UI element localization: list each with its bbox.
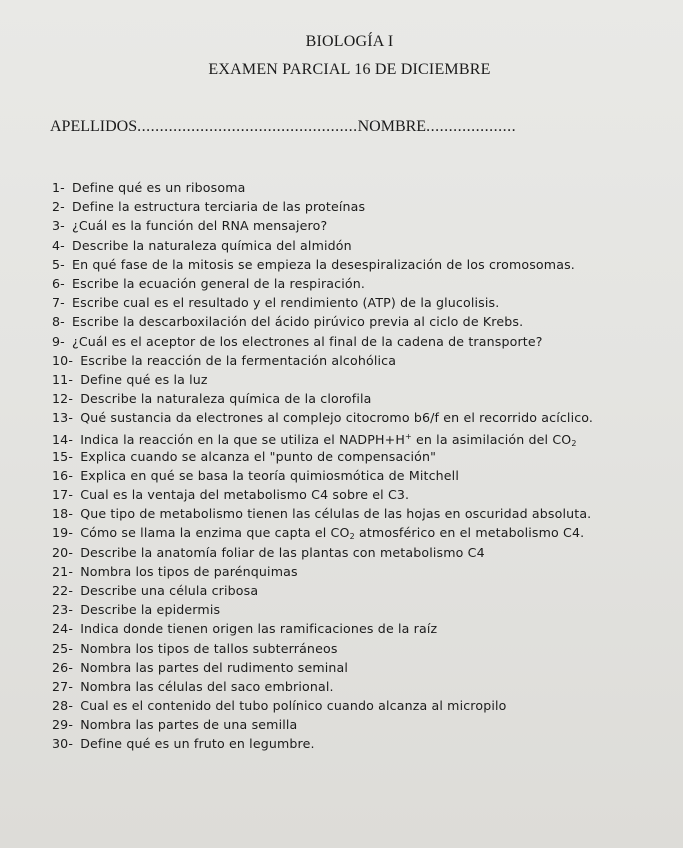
question-6 [52,274,662,293]
question-number: 10- [52,352,74,368]
question-13 [52,408,662,427]
question-11 [52,370,662,389]
question-number: 11- [52,371,74,387]
question-text: Nombra las partes del rudimento seminal [80,659,349,675]
question-text: Nombra los tipos de tallos subterráneos [80,640,338,656]
question-text-part: atmosférico en el metabolismo C4. [354,525,585,541]
question-text: Que tipo de metabolismo tienen las células de las hojas en oscuridad absoluta. [80,506,592,522]
question-5 [52,255,662,274]
question-number: 4- [52,237,65,253]
question-25 [52,639,662,658]
question-number: 18- [52,506,74,522]
question-text: Cual es la ventaja del metabolismo C4 sobre el C3. [80,487,410,502]
question-text-part: Cómo se llama la enzima que capta el CO [80,525,350,541]
student-info-line [50,118,620,136]
question-28 [52,696,662,715]
question-20 [52,543,662,562]
question-text: Nombra las células del saco embrional. [80,678,334,694]
question-3 [52,216,662,235]
question-text: Define qué es un ribosoma [72,180,246,195]
question-text: Escribe la reacción de la fermentación alcohólica [80,352,397,368]
question-number: 9- [52,333,65,349]
question-number: 19- [52,525,74,541]
surname-label: APELLIDOS [50,118,138,135]
question-number: 20- [52,544,74,560]
subscript: 2 [571,439,577,449]
question-text: Explica cuando se alcanza el "punto de compensación" [80,448,437,464]
question-29 [52,715,662,734]
question-text: Describe la anatomía foliar de las plantas con metabolismo C4 [80,544,485,560]
question-text-part: en la asimilación del CO [411,432,572,448]
question-number: 14- [52,432,74,448]
question-19 [52,523,662,542]
question-number: 30- [52,736,74,752]
question-7 [52,293,662,312]
question-27 [52,677,662,696]
question-list [52,178,662,754]
question-text: Describe la naturaleza química de la clorofila [80,391,372,407]
question-15 [52,447,662,466]
question-number: 8- [52,314,65,330]
question-text: Escribe la ecuación general de la respiración. [72,275,366,291]
question-30 [52,734,662,753]
question-text: Define la estructura terciaria de las proteínas [72,199,366,215]
question-number: 7- [52,295,65,311]
question-number: 28- [52,698,74,714]
question-text: Describe la naturaleza química del almidón [72,237,352,253]
question-2 [52,197,662,216]
name-blank[interactable]: .................... [426,118,517,135]
question-18 [52,504,662,523]
question-text: Escribe cual es el resultado y el rendimiento (ATP) de la glucolisis. [72,295,500,311]
question-number: 22- [52,582,74,598]
question-text: Describe la epidermis [80,602,221,618]
question-text: Define qué es la luz [80,371,208,387]
question-text: Indica donde tienen origen las ramificaciones de la raíz [80,621,438,637]
question-text: Define qué es un fruto en legumbre. [80,736,315,752]
question-number: 17- [52,487,74,502]
exam-title: BIOLOGÍA I [305,33,394,50]
question-16 [52,466,662,485]
question-8 [52,312,662,331]
name-label: NOMBRE [357,118,427,135]
question-4 [52,236,662,255]
question-text: Describe una célula cribosa [80,582,259,598]
question-24 [52,619,662,638]
question-number: 29- [52,717,74,733]
question-1 [52,178,662,197]
question-10 [52,351,662,370]
question-26 [52,658,662,677]
question-number: 12- [52,391,74,407]
question-number: 3- [52,218,65,234]
surname-blank[interactable]: ................................................. [137,118,358,135]
question-text: Cual es el contenido del tubo polínico cuando alcanza al micropilo [80,698,507,714]
question-text [80,432,576,447]
question-text: Escribe la descarboxilación del ácido pirúvico previa al ciclo de Krebs. [72,314,524,330]
question-14 [52,427,662,449]
question-number: 1- [52,180,65,195]
question-22 [52,581,662,600]
question-number: 25- [52,640,74,656]
question-text: Nombra las partes de una semilla [80,717,298,733]
question-text: ¿Cuál es la función del RNA mensajero? [72,218,328,234]
subscript: 2 [349,532,355,542]
question-text: Nombra los tipos de parénquimas [80,563,298,579]
question-number: 5- [52,256,65,272]
question-17 [52,485,662,504]
question-text: Qué sustancia da electrones al complejo citocromo b6/f en el recorrido acíclico. [80,410,594,426]
question-23 [52,600,662,619]
question-text [80,525,584,540]
question-number: 13- [52,410,74,426]
question-text: Explica en qué se basa la teoría quimiosmótica de Mitchell [80,467,459,483]
question-21 [52,562,662,581]
question-number: 6- [52,275,65,291]
question-number: 2- [52,199,65,215]
question-number: 23- [52,602,74,618]
question-text-part: Indica la reacción en la que se utiliza el NADPH+H [80,432,405,448]
exam-subtitle: EXAMEN PARCIAL 16 DE DICIEMBRE [208,61,491,78]
question-text: En qué fase de la mitosis se empieza la desespiralización de los cromosomas. [72,256,575,272]
question-number: 21- [52,563,74,579]
question-number: 26- [52,659,74,675]
question-12 [52,389,662,408]
question-9 [52,332,662,351]
superscript: + [404,432,412,442]
question-number: 15- [52,448,74,464]
question-number: 27- [52,678,74,694]
question-number: 24- [52,621,74,637]
question-number: 16- [52,467,74,483]
question-text: ¿Cuál es el aceptor de los electrones al final de la cadena de transporte? [72,333,543,349]
